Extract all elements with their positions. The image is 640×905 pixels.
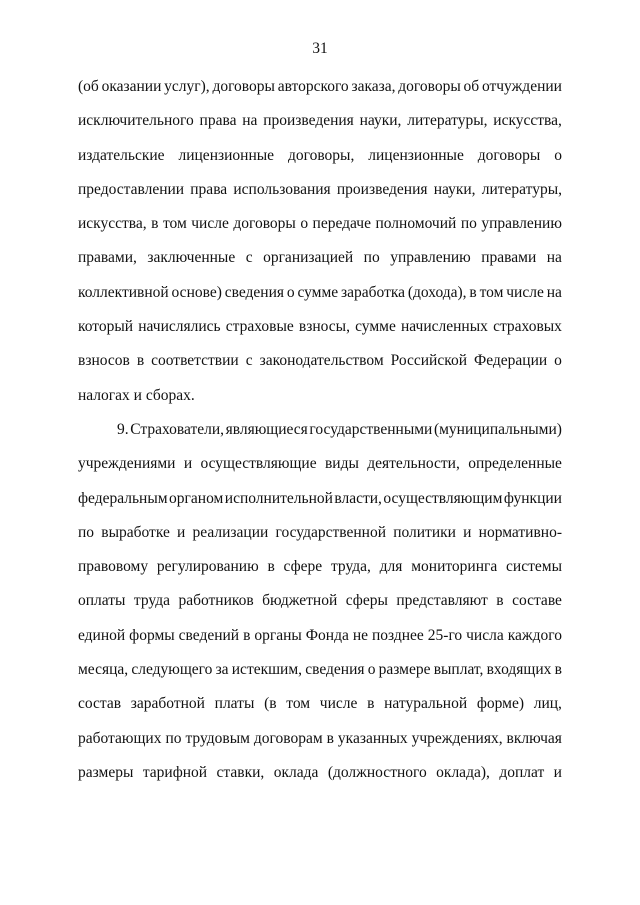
word: сведений bbox=[178, 626, 240, 644]
word: тарифной bbox=[142, 763, 208, 781]
word: заработка bbox=[341, 283, 406, 301]
word: договорам bbox=[253, 729, 323, 747]
word: и bbox=[553, 763, 562, 781]
word: виды bbox=[324, 455, 359, 473]
word: (в bbox=[264, 695, 277, 713]
word: числа bbox=[466, 626, 504, 644]
text-line bbox=[78, 584, 562, 618]
word: работающих bbox=[78, 729, 162, 747]
word: сфере bbox=[283, 558, 323, 576]
word: органы bbox=[254, 626, 302, 644]
word: числе bbox=[191, 215, 229, 233]
word: предоставлении bbox=[78, 180, 185, 198]
word: организацией bbox=[263, 249, 354, 267]
word: по bbox=[363, 249, 380, 267]
text-line bbox=[78, 516, 562, 550]
word: месяца, bbox=[78, 661, 129, 679]
word: управлению bbox=[481, 215, 562, 233]
word: лицензионные bbox=[178, 146, 275, 164]
word: системы bbox=[506, 558, 562, 576]
text-line bbox=[78, 550, 562, 584]
word: взносы, bbox=[298, 318, 350, 336]
text-line bbox=[78, 687, 562, 721]
word: размеры bbox=[78, 763, 134, 781]
text-line bbox=[78, 241, 562, 275]
word: искусства, bbox=[78, 215, 147, 233]
word: труда, bbox=[330, 558, 371, 576]
word: ставки, bbox=[216, 763, 265, 781]
word: лицензионные bbox=[368, 146, 464, 164]
word: следующего bbox=[131, 661, 213, 679]
word: передаче bbox=[312, 215, 371, 233]
text-line bbox=[78, 344, 562, 378]
word: и bbox=[177, 523, 186, 541]
word: осуществляющие bbox=[200, 455, 317, 473]
paragraph-1 bbox=[78, 70, 562, 413]
word: состав bbox=[78, 695, 122, 713]
word: числе bbox=[506, 283, 544, 301]
word: государственной bbox=[275, 523, 386, 541]
word: договоры, bbox=[287, 146, 355, 164]
word: функции bbox=[503, 489, 562, 507]
word: том bbox=[162, 215, 187, 233]
word: страховые bbox=[225, 318, 294, 336]
word: о bbox=[300, 215, 309, 233]
word: за bbox=[215, 661, 229, 679]
word: позднее bbox=[371, 626, 424, 644]
word: исполнительной bbox=[224, 489, 333, 507]
word: федеральным bbox=[78, 489, 168, 507]
word: в bbox=[326, 729, 334, 747]
text-line bbox=[78, 413, 562, 447]
word: оказании bbox=[101, 78, 162, 95]
word: регулированию bbox=[156, 558, 259, 576]
word: числе bbox=[319, 695, 358, 713]
word: использования bbox=[233, 180, 331, 198]
word: соответствии bbox=[151, 352, 239, 370]
word: для bbox=[379, 558, 403, 576]
word: размере bbox=[378, 661, 431, 679]
word: мониторинга bbox=[411, 558, 498, 576]
word: являющиеся bbox=[225, 420, 308, 438]
word: 25-го bbox=[427, 626, 463, 644]
word: натуральной bbox=[384, 695, 468, 713]
word: том bbox=[286, 695, 311, 713]
word: каждого bbox=[507, 626, 562, 644]
text-line bbox=[78, 173, 562, 207]
word: в bbox=[554, 661, 562, 679]
word: (об bbox=[78, 78, 99, 95]
word: договоры bbox=[212, 78, 275, 95]
text-line bbox=[78, 310, 562, 344]
word: власти, bbox=[334, 489, 382, 507]
word: государственными bbox=[309, 420, 433, 438]
text-line bbox=[78, 722, 562, 756]
text-line bbox=[78, 70, 562, 104]
word: отчуждении bbox=[481, 78, 562, 95]
word: сумме bbox=[297, 283, 339, 301]
word: входящих bbox=[486, 661, 552, 679]
text-line bbox=[78, 756, 562, 790]
word: заказа, bbox=[351, 78, 396, 95]
word: о bbox=[286, 283, 295, 301]
paragraph-2 bbox=[78, 413, 562, 790]
word: литературы, bbox=[407, 112, 488, 130]
word: определенные bbox=[468, 455, 562, 473]
word: и bbox=[463, 523, 472, 541]
word: оплаты bbox=[78, 592, 126, 610]
word: взносов bbox=[78, 352, 130, 370]
word: в bbox=[136, 352, 145, 370]
word: литературы, bbox=[481, 180, 562, 198]
word: труда bbox=[133, 592, 170, 610]
word: трудовым bbox=[185, 729, 250, 747]
word: выработке bbox=[101, 523, 170, 541]
word: политики bbox=[393, 523, 456, 541]
word: заключенные bbox=[147, 249, 236, 267]
word: доплат bbox=[499, 763, 545, 781]
word: договоры bbox=[398, 78, 461, 95]
word: полномочий bbox=[375, 215, 457, 233]
word: в bbox=[496, 592, 504, 610]
text-line bbox=[78, 653, 562, 687]
word: нормативно- bbox=[478, 523, 562, 541]
word: в bbox=[243, 626, 251, 644]
word: оклада bbox=[273, 763, 319, 781]
word: основе) bbox=[171, 283, 222, 301]
word: договоры bbox=[477, 146, 541, 164]
word: по bbox=[460, 215, 477, 233]
word: о bbox=[367, 661, 376, 679]
word: сферы bbox=[345, 592, 388, 610]
word: указанных bbox=[337, 729, 408, 747]
text-line bbox=[78, 447, 562, 481]
word: на bbox=[242, 112, 258, 130]
word: о bbox=[554, 146, 562, 164]
word: услуг), bbox=[164, 78, 210, 95]
word: в bbox=[151, 215, 159, 233]
word: правами bbox=[481, 249, 537, 267]
word: который bbox=[78, 318, 134, 336]
body-text bbox=[78, 70, 562, 790]
word: произведения bbox=[263, 112, 354, 130]
word: платы bbox=[214, 695, 255, 713]
word: с bbox=[245, 249, 253, 267]
word: сведения bbox=[224, 283, 285, 301]
word: права bbox=[190, 180, 228, 198]
word: форме) bbox=[476, 695, 525, 713]
word: правовому bbox=[78, 558, 149, 576]
word: Российской bbox=[390, 352, 467, 370]
word: (дохода), bbox=[407, 283, 467, 301]
word: выплат, bbox=[433, 661, 484, 679]
word: науки, bbox=[359, 112, 402, 130]
word: формы bbox=[129, 626, 175, 644]
word: об bbox=[463, 78, 480, 95]
word: том bbox=[479, 283, 504, 301]
word: исключительного bbox=[78, 112, 194, 130]
word: произведения bbox=[336, 180, 428, 198]
word: сведения bbox=[305, 661, 365, 679]
page-number: 31 bbox=[312, 40, 328, 57]
word: (муниципальными) bbox=[433, 420, 562, 438]
text-line bbox=[78, 207, 562, 241]
word: коллективной bbox=[78, 283, 169, 301]
word: начисленных bbox=[401, 318, 488, 336]
text-line bbox=[78, 104, 562, 138]
word: права bbox=[199, 112, 237, 130]
word: Фонда bbox=[305, 626, 349, 644]
word: включая bbox=[506, 729, 562, 747]
word: представляют bbox=[396, 592, 488, 610]
word: (должностного bbox=[327, 763, 427, 781]
word: составе bbox=[512, 592, 562, 610]
word: авторского bbox=[277, 78, 349, 95]
word: на bbox=[546, 249, 562, 267]
word: договоры bbox=[233, 215, 296, 233]
word: искусства, bbox=[493, 112, 562, 130]
word: и bbox=[183, 455, 193, 473]
word: начислялись bbox=[138, 318, 221, 336]
word: реализации bbox=[192, 523, 269, 541]
text-line bbox=[78, 482, 562, 516]
word: в bbox=[469, 283, 477, 301]
word: учреждениями bbox=[78, 455, 176, 473]
word: заработной bbox=[130, 695, 205, 713]
word: в bbox=[367, 695, 375, 713]
word: органом bbox=[169, 489, 224, 507]
word: истекшим, bbox=[231, 661, 303, 679]
word: правами, bbox=[78, 249, 137, 267]
word: в bbox=[267, 558, 275, 576]
word: с bbox=[245, 352, 253, 370]
word: не bbox=[352, 626, 369, 644]
word: о bbox=[554, 352, 562, 370]
word: бюджетной bbox=[262, 592, 338, 610]
word: осуществляющим bbox=[383, 489, 503, 507]
word: страховых bbox=[493, 318, 562, 336]
word: по bbox=[78, 523, 95, 541]
word: учреждениях, bbox=[411, 729, 503, 747]
text-line: налогах и сборах. bbox=[78, 386, 195, 404]
word: Страхователи, bbox=[130, 420, 225, 438]
word: оклада), bbox=[436, 763, 490, 781]
word: лиц, bbox=[533, 695, 562, 713]
word: на bbox=[546, 283, 562, 301]
word: 9. bbox=[117, 420, 129, 438]
word: законодательством bbox=[259, 352, 384, 370]
text-line bbox=[78, 619, 562, 653]
word: сумме bbox=[355, 318, 396, 336]
text-line bbox=[78, 139, 562, 173]
word: по bbox=[165, 729, 182, 747]
text-line bbox=[78, 276, 562, 310]
word: издательские bbox=[78, 146, 165, 164]
word: управлению bbox=[390, 249, 471, 267]
word: Федерации bbox=[473, 352, 548, 370]
word: единой bbox=[78, 626, 126, 644]
word: работников bbox=[178, 592, 254, 610]
word: науки, bbox=[433, 180, 476, 198]
word: деятельности, bbox=[367, 455, 460, 473]
